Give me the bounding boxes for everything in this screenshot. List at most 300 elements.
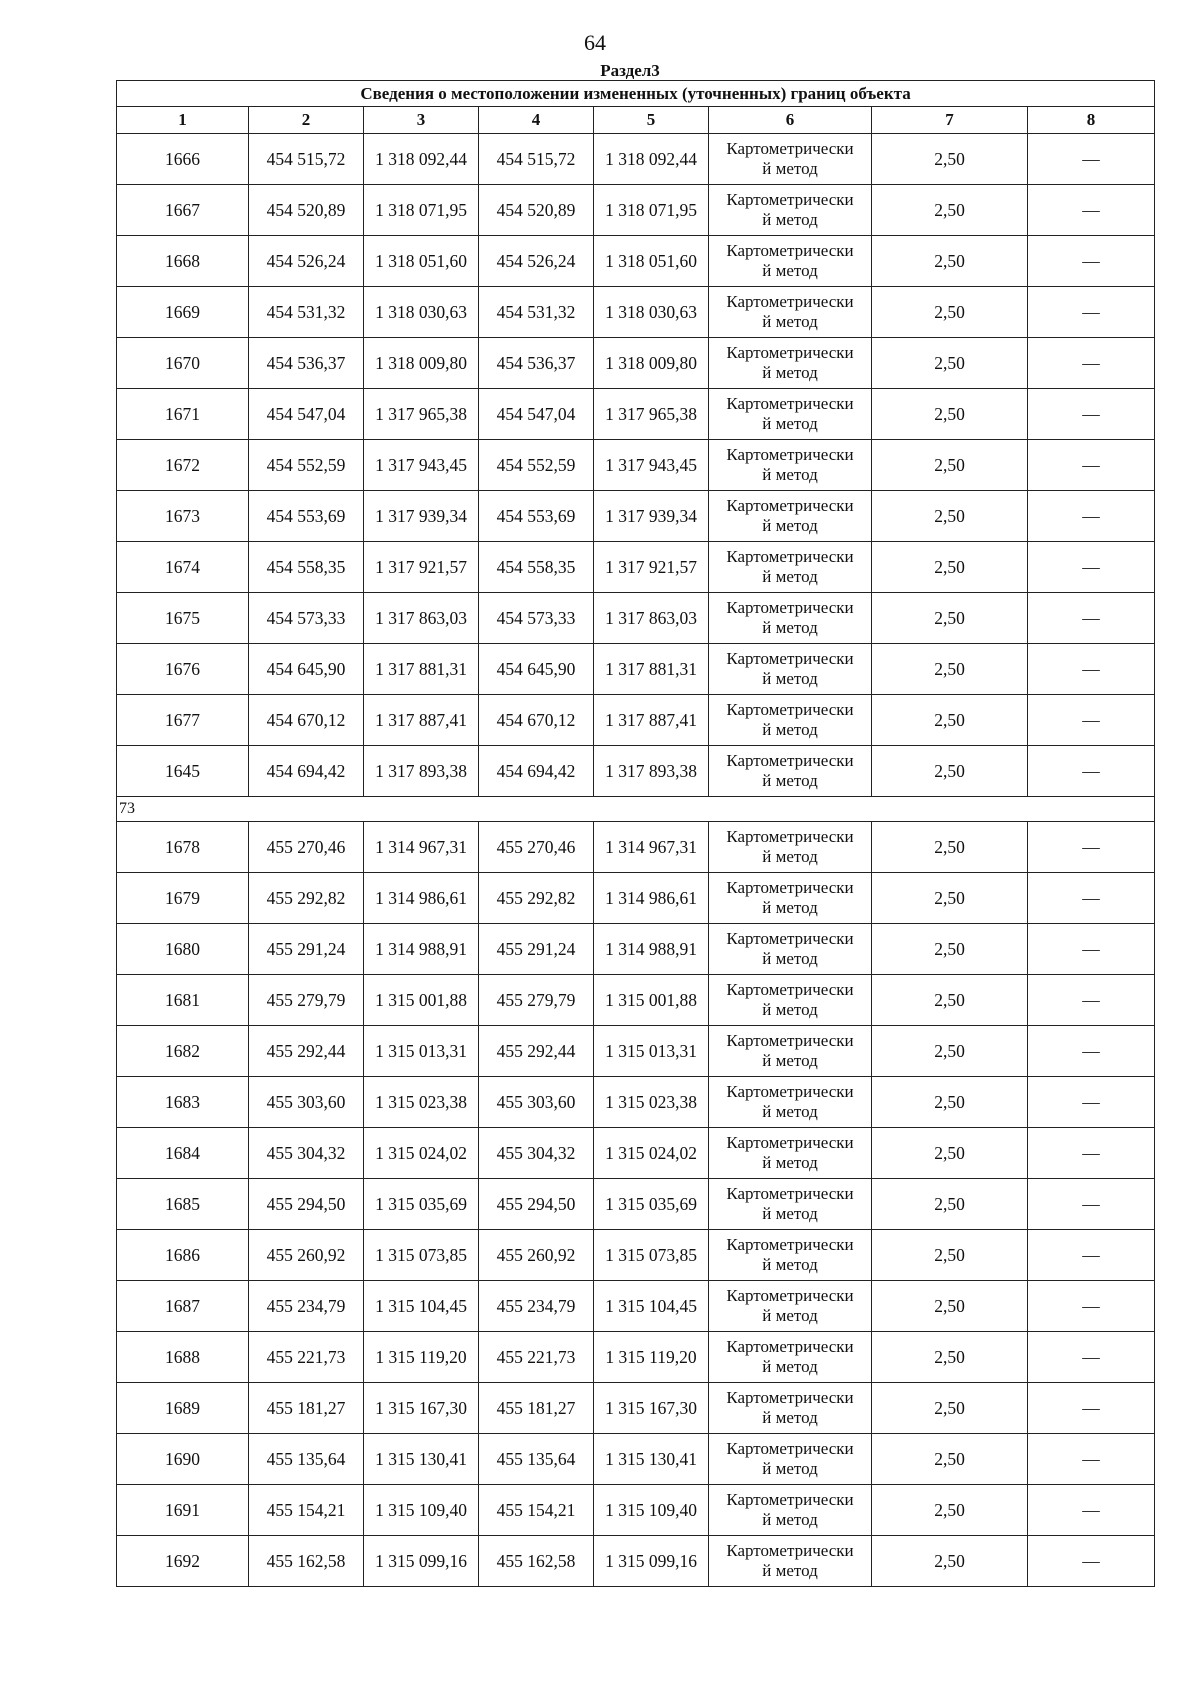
description-cell: — [1028,593,1155,644]
point-number-cell: 1677 [117,695,249,746]
x-new-cell: 455 154,21 [479,1485,594,1536]
method-cell [709,1077,872,1128]
method-line-1: Картометрически [726,1337,854,1356]
method-cell [709,236,872,287]
method-line-1: Картометрически [726,751,854,770]
table-row [117,873,1155,924]
method-line-2: й метод [762,720,818,739]
method-line-2: й метод [762,363,818,382]
method-line-1: Картометрически [726,1388,854,1407]
table-row [117,1077,1155,1128]
table-row [117,924,1155,975]
x-new-cell: 455 135,64 [479,1434,594,1485]
precision-cell: 2,50 [872,1332,1028,1383]
method-line-2: й метод [762,1561,818,1580]
x-new-cell: 454 553,69 [479,491,594,542]
x-new-cell: 455 181,27 [479,1383,594,1434]
point-number-cell: 1668 [117,236,249,287]
y-old-cell: 1 318 092,44 [364,134,479,185]
x-old-cell: 454 536,37 [249,338,364,389]
y-old-cell: 1 315 001,88 [364,975,479,1026]
y-old-cell: 1 317 943,45 [364,440,479,491]
x-new-cell: 455 270,46 [479,822,594,873]
point-number-cell: 1687 [117,1281,249,1332]
group-label: 73 [117,797,1155,822]
x-new-cell: 455 303,60 [479,1077,594,1128]
point-number-cell: 1683 [117,1077,249,1128]
method-line-1: Картометрически [726,1439,854,1458]
description-cell: — [1028,134,1155,185]
x-new-cell: 455 291,24 [479,924,594,975]
y-new-cell: 1 318 051,60 [594,236,709,287]
point-number-cell: 1645 [117,746,249,797]
y-old-cell: 1 315 024,02 [364,1128,479,1179]
x-old-cell: 454 531,32 [249,287,364,338]
method-cell [709,1383,872,1434]
x-new-cell: 454 645,90 [479,644,594,695]
point-number-cell: 1669 [117,287,249,338]
x-old-cell: 454 547,04 [249,389,364,440]
y-old-cell: 1 317 893,38 [364,746,479,797]
precision-cell: 2,50 [872,1077,1028,1128]
y-new-cell: 1 317 863,03 [594,593,709,644]
method-cell [709,338,872,389]
table-body-block-2 [117,822,1155,1587]
precision-cell: 2,50 [872,1281,1028,1332]
description-cell: — [1028,1077,1155,1128]
x-new-cell: 454 694,42 [479,746,594,797]
x-new-cell: 454 515,72 [479,134,594,185]
method-cell [709,1179,872,1230]
table-row [117,1128,1155,1179]
table-row [117,1179,1155,1230]
table-row [117,542,1155,593]
table-row [117,1434,1155,1485]
x-old-cell: 454 520,89 [249,185,364,236]
x-old-cell: 455 292,82 [249,873,364,924]
x-old-cell: 455 303,60 [249,1077,364,1128]
y-new-cell: 1 315 001,88 [594,975,709,1026]
table-row [117,389,1155,440]
precision-cell: 2,50 [872,236,1028,287]
y-old-cell: 1 318 051,60 [364,236,479,287]
description-cell: — [1028,644,1155,695]
method-line-2: й метод [762,618,818,637]
table-row [117,287,1155,338]
column-number: 2 [249,107,364,134]
x-old-cell: 455 294,50 [249,1179,364,1230]
table-row [117,1383,1155,1434]
method-line-1: Картометрически [726,1541,854,1560]
y-new-cell: 1 315 023,38 [594,1077,709,1128]
point-number-cell: 1689 [117,1383,249,1434]
method-cell [709,1485,872,1536]
x-old-cell: 455 154,21 [249,1485,364,1536]
point-number-cell: 1685 [117,1179,249,1230]
y-old-cell: 1 315 130,41 [364,1434,479,1485]
description-cell: — [1028,695,1155,746]
point-number-cell: 1671 [117,389,249,440]
precision-cell: 2,50 [872,440,1028,491]
y-new-cell: 1 315 104,45 [594,1281,709,1332]
description-cell: — [1028,924,1155,975]
precision-cell: 2,50 [872,695,1028,746]
y-old-cell: 1 315 104,45 [364,1281,479,1332]
point-number-cell: 1678 [117,822,249,873]
column-number: 4 [479,107,594,134]
method-line-1: Картометрически [726,1184,854,1203]
table-row [117,1485,1155,1536]
point-number-cell: 1691 [117,1485,249,1536]
method-cell [709,593,872,644]
method-cell [709,822,872,873]
x-old-cell: 454 645,90 [249,644,364,695]
method-line-1: Картометрически [726,1286,854,1305]
description-cell: — [1028,1128,1155,1179]
y-new-cell: 1 315 119,20 [594,1332,709,1383]
precision-cell: 2,50 [872,1434,1028,1485]
precision-cell: 2,50 [872,644,1028,695]
table-row [117,134,1155,185]
section-title: Раздел3 [600,61,660,80]
table-body-block-1 [117,134,1155,797]
y-new-cell: 1 315 035,69 [594,1179,709,1230]
precision-cell: 2,50 [872,1179,1028,1230]
description-cell: — [1028,1536,1155,1587]
y-old-cell: 1 314 967,31 [364,822,479,873]
x-new-cell: 454 531,32 [479,287,594,338]
y-new-cell: 1 315 130,41 [594,1434,709,1485]
method-line-2: й метод [762,1051,818,1070]
method-cell [709,1536,872,1587]
y-new-cell: 1 317 939,34 [594,491,709,542]
precision-cell: 2,50 [872,924,1028,975]
method-line-1: Картометрически [726,1031,854,1050]
point-number-cell: 1672 [117,440,249,491]
description-cell: — [1028,1230,1155,1281]
method-line-2: й метод [762,669,818,688]
y-old-cell: 1 315 073,85 [364,1230,479,1281]
y-new-cell: 1 317 943,45 [594,440,709,491]
y-new-cell: 1 315 024,02 [594,1128,709,1179]
method-line-2: й метод [762,159,818,178]
y-new-cell: 1 315 013,31 [594,1026,709,1077]
y-new-cell: 1 317 965,38 [594,389,709,440]
y-old-cell: 1 314 988,91 [364,924,479,975]
x-old-cell: 455 162,58 [249,1536,364,1587]
y-old-cell: 1 317 863,03 [364,593,479,644]
y-old-cell: 1 315 167,30 [364,1383,479,1434]
column-number: 7 [872,107,1028,134]
method-line-1: Картометрически [726,700,854,719]
x-old-cell: 454 558,35 [249,542,364,593]
method-cell [709,746,872,797]
method-cell [709,1026,872,1077]
description-cell: — [1028,287,1155,338]
x-new-cell: 455 292,44 [479,1026,594,1077]
table-row [117,746,1155,797]
y-new-cell: 1 315 109,40 [594,1485,709,1536]
method-cell [709,975,872,1026]
x-old-cell: 455 135,64 [249,1434,364,1485]
precision-cell: 2,50 [872,1536,1028,1587]
method-line-2: й метод [762,516,818,535]
x-new-cell: 455 292,82 [479,873,594,924]
method-line-2: й метод [762,312,818,331]
point-number-cell: 1676 [117,644,249,695]
point-number-cell: 1690 [117,1434,249,1485]
description-cell: — [1028,1485,1155,1536]
description-cell: — [1028,338,1155,389]
x-old-cell: 455 291,24 [249,924,364,975]
column-number: 5 [594,107,709,134]
x-old-cell: 455 234,79 [249,1281,364,1332]
precision-cell: 2,50 [872,287,1028,338]
point-number-cell: 1682 [117,1026,249,1077]
table-row [117,975,1155,1026]
description-cell: — [1028,822,1155,873]
description-cell: — [1028,491,1155,542]
method-line-1: Картометрически [726,394,854,413]
y-new-cell: 1 315 167,30 [594,1383,709,1434]
precision-cell: 2,50 [872,1383,1028,1434]
method-line-2: й метод [762,1459,818,1478]
table-row [117,1536,1155,1587]
x-new-cell: 455 279,79 [479,975,594,1026]
y-new-cell: 1 318 030,63 [594,287,709,338]
method-line-2: й метод [762,898,818,917]
method-line-1: Картометрически [726,598,854,617]
description-cell: — [1028,1179,1155,1230]
precision-cell: 2,50 [872,1485,1028,1536]
y-new-cell: 1 314 986,61 [594,873,709,924]
x-new-cell: 454 536,37 [479,338,594,389]
method-line-1: Картометрически [726,1235,854,1254]
method-cell [709,1128,872,1179]
method-line-1: Картометрически [726,292,854,311]
table-row [117,1281,1155,1332]
method-line-2: й метод [762,1000,818,1019]
method-line-2: й метод [762,1102,818,1121]
point-number-cell: 1679 [117,873,249,924]
y-new-cell: 1 317 881,31 [594,644,709,695]
method-cell [709,1434,872,1485]
method-line-2: й метод [762,1357,818,1376]
description-cell: — [1028,542,1155,593]
point-number-cell: 1688 [117,1332,249,1383]
description-cell: — [1028,975,1155,1026]
x-old-cell: 454 526,24 [249,236,364,287]
table-row [117,1332,1155,1383]
y-new-cell: 1 315 099,16 [594,1536,709,1587]
y-new-cell: 1 314 967,31 [594,822,709,873]
y-new-cell: 1 318 009,80 [594,338,709,389]
description-cell: — [1028,236,1155,287]
x-new-cell: 454 552,59 [479,440,594,491]
point-number-cell: 1680 [117,924,249,975]
method-line-1: Картометрически [726,649,854,668]
method-line-1: Картометрически [726,929,854,948]
point-number-cell: 1667 [117,185,249,236]
description-cell: — [1028,1434,1155,1485]
method-line-2: й метод [762,949,818,968]
x-old-cell: 455 279,79 [249,975,364,1026]
method-line-2: й метод [762,567,818,586]
y-new-cell: 1 318 071,95 [594,185,709,236]
method-line-1: Картометрически [726,445,854,464]
x-old-cell: 455 292,44 [249,1026,364,1077]
method-line-1: Картометрически [726,547,854,566]
column-number: 8 [1028,107,1155,134]
x-old-cell: 455 304,32 [249,1128,364,1179]
y-old-cell: 1 315 013,31 [364,1026,479,1077]
x-old-cell: 455 181,27 [249,1383,364,1434]
point-number-cell: 1673 [117,491,249,542]
point-number-cell: 1675 [117,593,249,644]
boundary-coordinates-table [116,80,1155,1587]
method-cell [709,389,872,440]
method-cell [709,542,872,593]
x-new-cell: 454 547,04 [479,389,594,440]
x-new-cell: 455 234,79 [479,1281,594,1332]
method-line-1: Картометрически [726,878,854,897]
table-row [117,1230,1155,1281]
description-cell: — [1028,1281,1155,1332]
x-new-cell: 455 221,73 [479,1332,594,1383]
precision-cell: 2,50 [872,542,1028,593]
description-cell: — [1028,1026,1155,1077]
method-line-1: Картометрически [726,190,854,209]
x-old-cell: 455 260,92 [249,1230,364,1281]
x-old-cell: 455 270,46 [249,822,364,873]
x-old-cell: 454 552,59 [249,440,364,491]
group-row [117,797,1155,822]
method-line-2: й метод [762,1204,818,1223]
method-line-1: Картометрически [726,241,854,260]
method-cell [709,491,872,542]
x-new-cell: 455 260,92 [479,1230,594,1281]
y-old-cell: 1 317 965,38 [364,389,479,440]
table-row [117,185,1155,236]
x-new-cell: 455 294,50 [479,1179,594,1230]
x-new-cell: 454 573,33 [479,593,594,644]
x-old-cell: 454 515,72 [249,134,364,185]
y-old-cell: 1 314 986,61 [364,873,479,924]
y-old-cell: 1 317 887,41 [364,695,479,746]
method-line-1: Картометрически [726,1133,854,1152]
y-old-cell: 1 318 030,63 [364,287,479,338]
column-number: 3 [364,107,479,134]
description-cell: — [1028,185,1155,236]
method-line-2: й метод [762,1255,818,1274]
method-line-2: й метод [762,771,818,790]
method-cell [709,695,872,746]
method-cell [709,1332,872,1383]
method-line-1: Картометрически [726,343,854,362]
precision-cell: 2,50 [872,389,1028,440]
table-row [117,644,1155,695]
x-new-cell: 454 558,35 [479,542,594,593]
x-new-cell: 455 162,58 [479,1536,594,1587]
precision-cell: 2,50 [872,338,1028,389]
method-cell [709,1281,872,1332]
table-row [117,236,1155,287]
method-line-2: й метод [762,414,818,433]
y-new-cell: 1 315 073,85 [594,1230,709,1281]
description-cell: — [1028,389,1155,440]
method-line-2: й метод [762,847,818,866]
precision-cell: 2,50 [872,1128,1028,1179]
y-old-cell: 1 315 119,20 [364,1332,479,1383]
precision-cell: 2,50 [872,1026,1028,1077]
x-new-cell: 454 526,24 [479,236,594,287]
y-old-cell: 1 315 099,16 [364,1536,479,1587]
x-new-cell: 454 520,89 [479,185,594,236]
method-line-2: й метод [762,1153,818,1172]
method-cell [709,134,872,185]
description-cell: — [1028,1383,1155,1434]
method-cell [709,873,872,924]
method-line-2: й метод [762,1510,818,1529]
method-cell [709,440,872,491]
table-row [117,822,1155,873]
y-new-cell: 1 314 988,91 [594,924,709,975]
column-number-row [117,107,1155,134]
group-separator [117,797,1155,822]
precision-cell: 2,50 [872,185,1028,236]
y-old-cell: 1 317 881,31 [364,644,479,695]
y-old-cell: 1 315 023,38 [364,1077,479,1128]
method-cell [709,185,872,236]
table-row [117,695,1155,746]
column-number: 1 [117,107,249,134]
y-new-cell: 1 317 921,57 [594,542,709,593]
precision-cell: 2,50 [872,1230,1028,1281]
table-row [117,440,1155,491]
method-line-1: Картометрически [726,1082,854,1101]
precision-cell: 2,50 [872,491,1028,542]
precision-cell: 2,50 [872,593,1028,644]
method-line-2: й метод [762,210,818,229]
method-line-2: й метод [762,261,818,280]
page-number: 64 [584,30,606,55]
y-old-cell: 1 315 035,69 [364,1179,479,1230]
description-cell: — [1028,1332,1155,1383]
precision-cell: 2,50 [872,873,1028,924]
x-old-cell: 454 670,12 [249,695,364,746]
x-new-cell: 454 670,12 [479,695,594,746]
description-cell: — [1028,873,1155,924]
method-cell [709,924,872,975]
x-old-cell: 454 694,42 [249,746,364,797]
point-number-cell: 1692 [117,1536,249,1587]
point-number-cell: 1670 [117,338,249,389]
x-old-cell: 454 573,33 [249,593,364,644]
method-cell [709,287,872,338]
method-line-1: Картометрически [726,1490,854,1509]
method-line-2: й метод [762,1408,818,1427]
point-number-cell: 1666 [117,134,249,185]
method-cell [709,1230,872,1281]
point-number-cell: 1681 [117,975,249,1026]
method-cell [709,644,872,695]
description-cell: — [1028,746,1155,797]
precision-cell: 2,50 [872,975,1028,1026]
table-caption: Сведения о местоположении измененных (уточненных) границ объекта [117,81,1155,107]
table-row [117,338,1155,389]
x-old-cell: 455 221,73 [249,1332,364,1383]
y-old-cell: 1 317 939,34 [364,491,479,542]
